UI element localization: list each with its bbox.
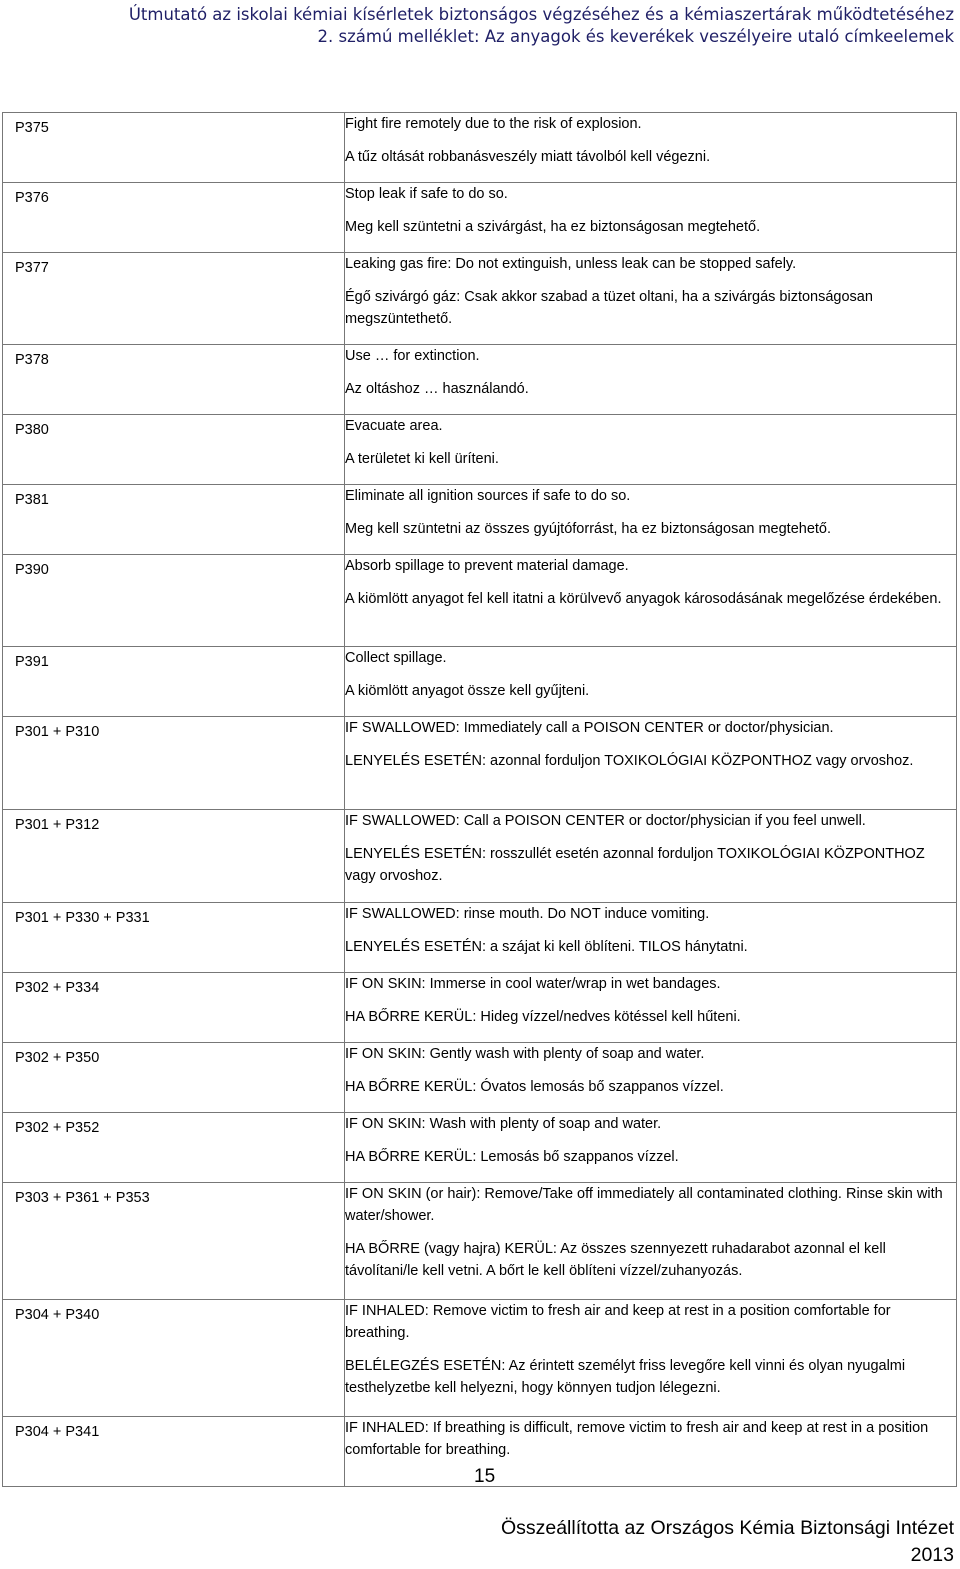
- statement-hungarian: HA BŐRRE KERÜL: Óvatos lemosás bő szappanos vízzel.: [345, 1079, 724, 1095]
- table-row: [3, 1183, 957, 1300]
- table-row: [3, 113, 957, 183]
- statement-english: Collect spillage.: [345, 650, 447, 666]
- statement-code: P304 + P340: [3, 1300, 345, 1417]
- statement-hungarian: HA BŐRRE KERÜL: Lemosás bő szappanos vízzel.: [345, 1149, 679, 1165]
- statement-hungarian: A területet ki kell üríteni.: [345, 451, 499, 467]
- statement-english: Stop leak if safe to do so.: [345, 186, 508, 202]
- statement-code: P302 + P334: [3, 973, 345, 1043]
- statement-text: [345, 717, 957, 810]
- statement-hungarian: A tűz oltását robbanásveszély miatt távolból kell végezni.: [345, 149, 711, 165]
- statement-hungarian: LENYELÉS ESETÉN: a szájat ki kell öblíteni. TILOS hánytatni.: [345, 939, 748, 955]
- statement-text: [345, 1300, 957, 1417]
- table-row: [3, 717, 957, 810]
- statement-english: Eliminate all ignition sources if safe to do so.: [345, 488, 631, 504]
- table-row: [3, 647, 957, 717]
- statement-text: [345, 647, 957, 717]
- table-row: [3, 1043, 957, 1113]
- page-number: 15: [474, 1466, 496, 1487]
- statement-english: IF SWALLOWED: Call a POISON CENTER or doctor/physician if you feel unwell.: [345, 813, 866, 829]
- table-row: [3, 1113, 957, 1183]
- statement-code: P378: [3, 345, 345, 415]
- header-title: Útmutató az iskolai kémiai kísérletek biztonságos végzéséhez és a kémiaszertárak működtetéséhez: [128, 5, 954, 24]
- table-row: [3, 183, 957, 253]
- statement-code: P377: [3, 253, 345, 345]
- statement-code: P390: [3, 555, 345, 647]
- statement-hungarian: Meg kell szüntetni az összes gyújtóforrást, ha ez biztonságosan megtehető.: [345, 521, 832, 537]
- statement-english: Leaking gas fire: Do not extinguish, unless leak can be stopped safely.: [345, 256, 797, 272]
- statement-text: [345, 1183, 957, 1300]
- statement-code: P302 + P352: [3, 1113, 345, 1183]
- statement-english: IF ON SKIN (or hair): Remove/Take off immediately all contaminated clothing. Rinse skin with water/shower.: [345, 1186, 943, 1224]
- statement-code: P302 + P350: [3, 1043, 345, 1113]
- statement-hungarian: HA BŐRRE (vagy hajra) KERÜL: Az összes szennyezett ruhadarabot azonnal el kell távolítani/le kell vetni. A bőrt le kell öblíteni vízzel/zuhanyozás.: [345, 1241, 886, 1279]
- statement-hungarian: Az oltáshoz … használandó.: [345, 381, 529, 397]
- statement-english: IF SWALLOWED: rinse mouth. Do NOT induce vomiting.: [345, 906, 710, 922]
- statement-hungarian: A kiömlött anyagot össze kell gyűjteni.: [345, 683, 590, 699]
- table-row: [3, 903, 957, 973]
- statement-hungarian: Égő szivárgó gáz: Csak akkor szabad a tüzet oltani, ha a szivárgás biztonságosan megszüntethető.: [345, 289, 873, 327]
- statement-hungarian: LENYELÉS ESETÉN: azonnal forduljon TOXIKOLÓGIAI KÖZPONTHOZ vagy orvoshoz.: [345, 753, 914, 769]
- statement-text: [345, 183, 957, 253]
- statement-text: [345, 1043, 957, 1113]
- statement-text: [345, 253, 957, 345]
- table-row: [3, 485, 957, 555]
- table-row: [3, 253, 957, 345]
- table-row: [3, 810, 957, 903]
- table-row: [3, 973, 957, 1043]
- statement-english: Use … for extinction.: [345, 348, 480, 364]
- statement-code: P391: [3, 647, 345, 717]
- statement-english: IF INHALED: Remove victim to fresh air and keep at rest in a position comfortable for breathing.: [345, 1303, 891, 1341]
- statement-text: [345, 555, 957, 647]
- statement-code: P301 + P330 + P331: [3, 903, 345, 973]
- page-header: [129, 4, 954, 48]
- statement-english: IF ON SKIN: Immerse in cool water/wrap in wet bandages.: [345, 976, 721, 992]
- statement-code: P376: [3, 183, 345, 253]
- statement-code: P303 + P361 + P353: [3, 1183, 345, 1300]
- statement-english: Evacuate area.: [345, 418, 443, 434]
- statement-text: [345, 1113, 957, 1183]
- footer-year: 2013: [910, 1544, 954, 1566]
- page-footer: [501, 1515, 954, 1569]
- statement-text: [345, 113, 957, 183]
- statement-hungarian: BELÉLEGZÉS ESETÉN: Az érintett személyt friss levegőre kell vinni és olyan nyugalmi testhelyzetbe kell helyezni, hogy könnyen tudjon lélegezni.: [345, 1358, 906, 1396]
- statement-code: P301 + P310: [3, 717, 345, 810]
- statement-text: [345, 903, 957, 973]
- header-subtitle: 2. számú melléklet: Az anyagok és keverékek veszélyeire utaló címkeelemek: [317, 27, 954, 46]
- statement-english: IF INHALED: If breathing is difficult, remove victim to fresh air and keep at rest in a position comfortable for breathing.: [345, 1420, 929, 1458]
- statement-code: P380: [3, 415, 345, 485]
- statement-english: IF ON SKIN: Gently wash with plenty of soap and water.: [345, 1046, 705, 1062]
- statement-text: [345, 810, 957, 903]
- statement-code: P304 + P341: [3, 1417, 345, 1487]
- statement-code: P301 + P312: [3, 810, 345, 903]
- statement-text: [345, 973, 957, 1043]
- table-row: [3, 555, 957, 647]
- statement-text: [345, 1417, 957, 1487]
- statement-english: Absorb spillage to prevent material damage.: [345, 558, 629, 574]
- precautionary-statements-table: [2, 112, 957, 1487]
- statement-english: IF SWALLOWED: Immediately call a POISON CENTER or doctor/physician.: [345, 720, 834, 736]
- statement-english: IF ON SKIN: Wash with plenty of soap and water.: [345, 1116, 662, 1132]
- footer-organization: Összeállította az Országos Kémia Biztonsági Intézet: [500, 1517, 954, 1539]
- statement-text: [345, 415, 957, 485]
- statement-hungarian: HA BŐRRE KERÜL: Hideg vízzel/nedves kötéssel kell hűteni.: [345, 1009, 741, 1025]
- table-row: [3, 1300, 957, 1417]
- statement-text: [345, 485, 957, 555]
- statement-code: P375: [3, 113, 345, 183]
- statement-hungarian: LENYELÉS ESETÉN: rosszullét esetén azonnal forduljon TOXIKOLÓGIAI KÖZPONTHOZ vagy orvoshoz.: [345, 846, 925, 884]
- statement-english: Fight fire remotely due to the risk of explosion.: [345, 116, 642, 132]
- statement-code: P381: [3, 485, 345, 555]
- table-row: [3, 345, 957, 415]
- statement-text: [345, 345, 957, 415]
- table-row: [3, 415, 957, 485]
- statement-hungarian: A kiömlött anyagot fel kell itatni a körülvevő anyagok károsodásának megelőzése érdekében.: [345, 591, 942, 607]
- statement-hungarian: Meg kell szüntetni a szivárgást, ha ez biztonságosan megtehető.: [345, 219, 761, 235]
